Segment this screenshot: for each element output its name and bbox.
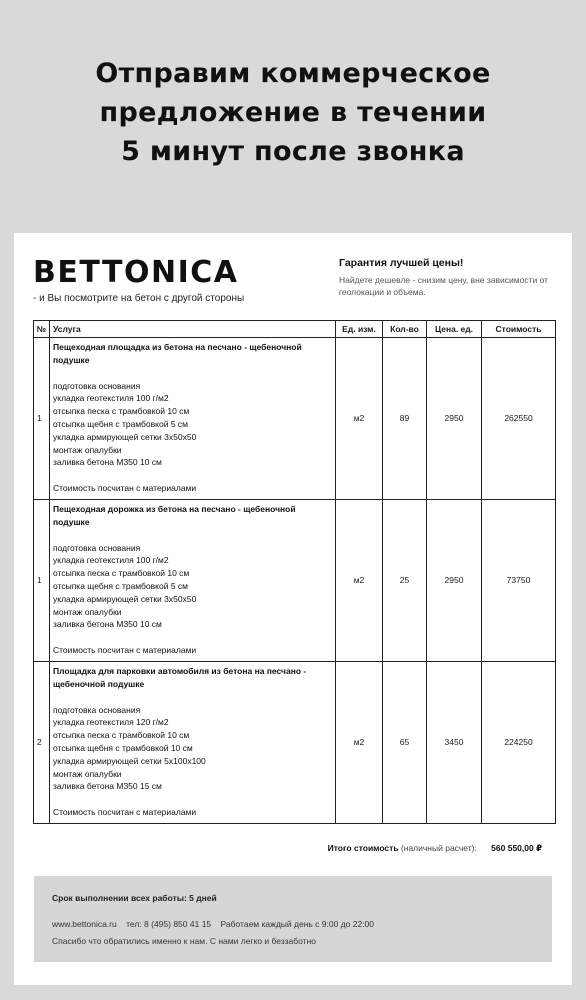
row-cost: 224250 xyxy=(482,661,556,823)
row-service xyxy=(50,499,336,661)
service-item: подготовка основания xyxy=(53,380,141,391)
service-item: отсыпка песка с трамбовкой 10 см xyxy=(53,406,190,417)
brand-tagline: - и Вы посмотрите на бетон с другой стороны xyxy=(33,293,245,304)
service-title: Пещеходная дорожка из бетона на песчано - щебеночной подушке xyxy=(53,503,296,527)
service-item: подготовка основания xyxy=(53,704,141,715)
service-item: заливка бетона М350 15 см xyxy=(53,781,162,792)
contact-line xyxy=(52,919,534,929)
header-service: Услуга xyxy=(50,321,336,338)
header-price: Цена. ед. xyxy=(427,321,482,338)
row-service xyxy=(50,338,336,500)
guarantee-title: Гарантия лучшей цены! xyxy=(339,257,464,269)
service-item: заливка бетона М350 10 см xyxy=(53,457,162,468)
headline-line-2: предложение в течении xyxy=(99,97,487,128)
row-unit: м2 xyxy=(336,499,383,661)
service-title: Площадка для парковки автомобиля из бетона на песчано - щебеночной подушке xyxy=(53,665,307,689)
total-label: Итого стоимость xyxy=(327,843,399,853)
row-qty: 65 xyxy=(383,661,427,823)
service-item: подготовка основания xyxy=(53,542,141,553)
service-item: монтаж опалубки xyxy=(53,444,122,455)
headline-line-1: Отправим коммерческое xyxy=(95,58,491,89)
total-value: 560 550,00 ₽ xyxy=(491,843,542,853)
hours-text: Работаем каждый день с 9:00 до 22:00 xyxy=(220,919,375,929)
row-qty: 25 xyxy=(383,499,427,661)
service-title: Пещеходная площадка из бетона на песчано - щебеночной подушке xyxy=(53,342,302,365)
row-unit: м2 xyxy=(336,338,383,500)
table-row xyxy=(34,661,556,823)
service-item: отсыпка щебня с трамбовкой 10 см xyxy=(53,742,193,753)
deadline-text: Срок выполнении всех работы: 5 дней xyxy=(52,893,217,903)
table-row xyxy=(34,338,556,500)
row-service xyxy=(50,661,336,823)
service-item: монтаж опалубки xyxy=(53,768,122,779)
headline xyxy=(0,54,586,171)
header-qty: Кол-во xyxy=(383,321,427,338)
row-unit: м2 xyxy=(336,661,383,823)
service-item: заливка бетона М350 10 см xyxy=(53,619,162,630)
row-num: 1 xyxy=(34,338,50,500)
total-summary xyxy=(328,843,542,854)
service-item: укладка геотекстиля 100 г/м2 xyxy=(53,393,169,404)
service-item: укладка армирующей сетки 3х50х50 xyxy=(53,593,197,604)
header-unit: Ед. изм. xyxy=(336,321,383,338)
row-price: 3450 xyxy=(427,661,482,823)
table-row xyxy=(34,499,556,661)
footer-panel xyxy=(34,876,552,962)
service-item: укладка геотекстиля 120 г/м2 xyxy=(53,717,169,728)
headline-line-3: 5 минут после звонка xyxy=(121,136,465,167)
service-item: отсыпка песка с трамбовкой 10 см xyxy=(53,730,190,741)
service-item: отсыпка щебня с трамбовкой 5 см xyxy=(53,580,189,591)
guarantee-text: Найдете дешевле - снизим цену, вне зависимости от геолокации и объема. xyxy=(339,275,549,297)
service-item: монтаж опалубки xyxy=(53,606,122,617)
row-num: 2 xyxy=(34,661,50,823)
service-item: укладка армирующей сетки 3х50х50 xyxy=(53,431,197,442)
service-note: Стоимость посчитан с материалами xyxy=(53,645,197,656)
service-item: укладка геотекстиля 100 г/м2 xyxy=(53,555,169,566)
row-price: 2950 xyxy=(427,499,482,661)
row-qty: 89 xyxy=(383,338,427,500)
service-item: отсыпка песка с трамбовкой 10 см xyxy=(53,568,190,579)
quote-table xyxy=(33,320,556,824)
row-cost: 73750 xyxy=(482,499,556,661)
service-item: укладка армирующей сетки 5х100х100 xyxy=(53,755,206,766)
row-price: 2950 xyxy=(427,338,482,500)
total-note: (наличный расчет): xyxy=(400,843,477,853)
price-guarantee xyxy=(339,257,554,298)
row-cost: 262550 xyxy=(482,338,556,500)
header-cost: Стоимость xyxy=(482,321,556,338)
row-num: 1 xyxy=(34,499,50,661)
website-link[interactable]: www.bettonica.ru xyxy=(52,919,117,929)
service-note: Стоимость посчитан с материалами xyxy=(53,807,197,818)
phone-text: тел: 8 (495) 850 41 15 xyxy=(126,919,212,929)
header-num: № xyxy=(34,321,50,338)
table-header-row xyxy=(34,321,556,338)
brand-logo: BETTONICA xyxy=(33,255,239,290)
service-note: Стоимость посчитан с материалами xyxy=(53,483,197,494)
thanks-text: Спасибо что обратились именно к нам. С нами легко и беззаботно xyxy=(52,936,316,946)
service-item: отсыпка щебня с трамбовкой 5 см xyxy=(53,418,189,429)
quote-document xyxy=(14,233,572,985)
